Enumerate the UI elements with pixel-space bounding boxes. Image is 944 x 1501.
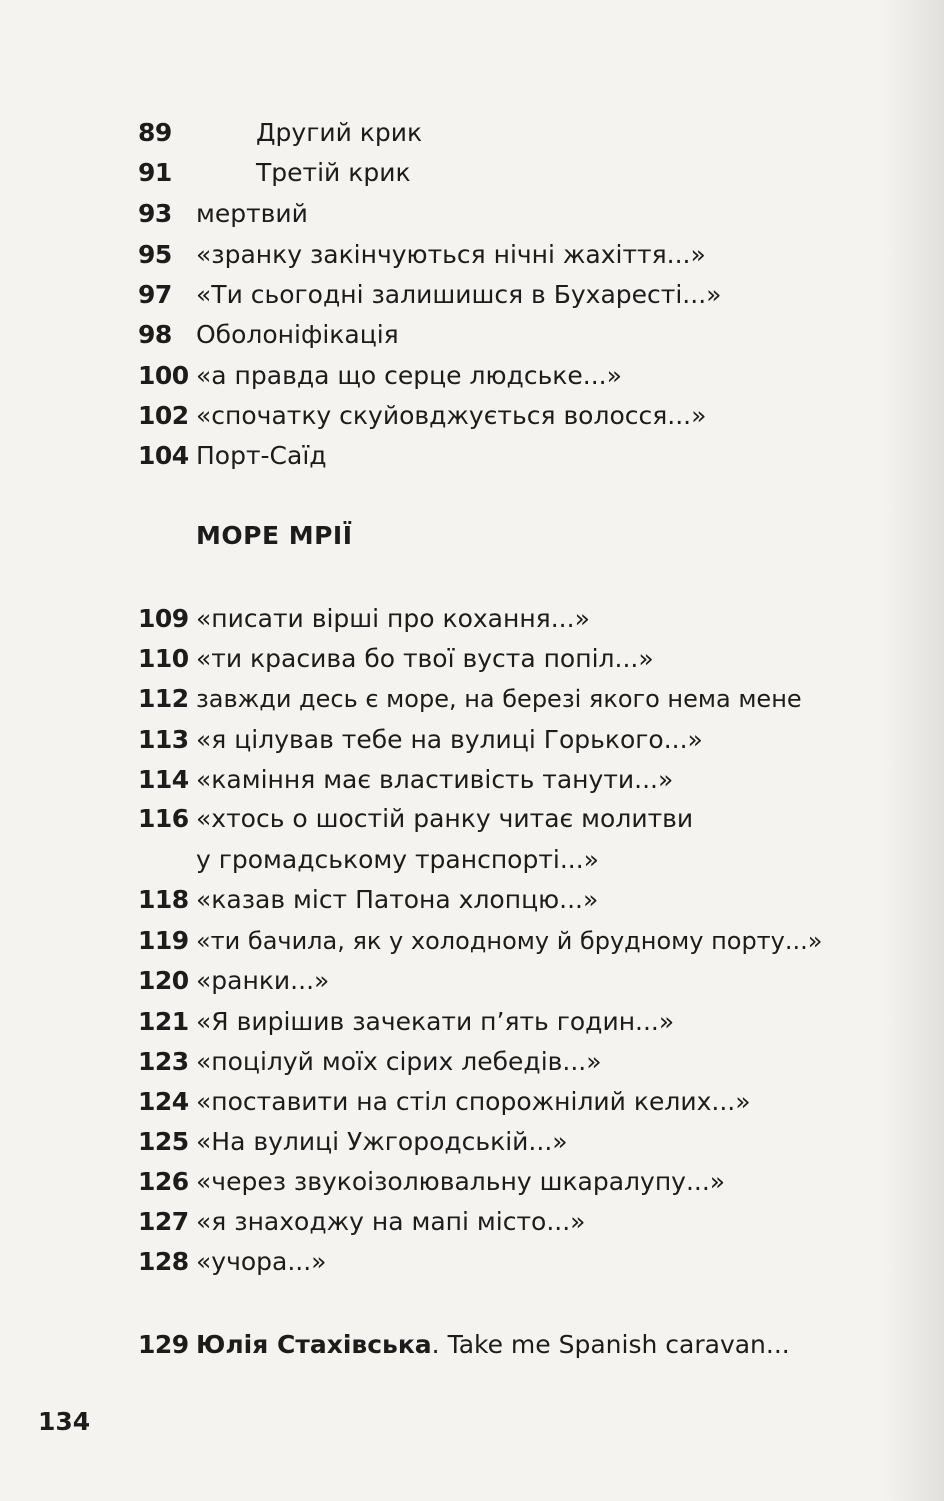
toc-entry	[138, 396, 706, 436]
toc-entry	[138, 921, 822, 961]
toc-page-number: 121	[138, 1007, 189, 1036]
toc-page-number: 95	[138, 240, 172, 269]
toc-title: «писати вірші про кохання...»	[196, 604, 590, 633]
toc-page-number: 100	[138, 361, 189, 390]
toc-title: «я знаходжу на мапі місто...»	[196, 1207, 586, 1236]
toc-entry	[138, 436, 327, 476]
toc-title: мертвий	[196, 199, 308, 228]
toc-entry	[138, 1162, 725, 1202]
toc-page-number: 125	[138, 1127, 189, 1156]
toc-entry	[138, 1202, 585, 1242]
toc-page-number: 113	[138, 725, 189, 754]
toc-page-number: 98	[138, 320, 172, 349]
toc-page-number: 123	[138, 1047, 189, 1076]
toc-title: «через звукоізолювальну шкаралупу...»	[196, 1167, 726, 1196]
toc-entry	[138, 760, 673, 800]
toc-entry	[138, 235, 706, 275]
toc-title: «Я вирішив зачекати п’ять годин...»	[196, 1007, 675, 1036]
toc-title: Оболоніфікація	[196, 320, 399, 349]
toc-page-number: 127	[138, 1207, 189, 1236]
toc-entry	[138, 1082, 751, 1122]
toc-page-number: 116	[138, 804, 189, 833]
toc-title: «спочатку скуйовджується волосся...»	[196, 401, 707, 430]
page-number: 134	[38, 1407, 91, 1436]
toc-entry	[138, 799, 693, 839]
toc-title: . Take me Spanish caravan...	[431, 1330, 790, 1359]
toc-entry	[138, 1122, 568, 1162]
toc-page-number: 102	[138, 401, 189, 430]
toc-entry	[138, 113, 422, 153]
toc-title: «Ти сьогодні залишишся в Бухаресті...»	[196, 280, 722, 309]
toc-entry	[138, 880, 598, 920]
toc-page-number: 118	[138, 885, 189, 914]
toc-page-number: 114	[138, 765, 189, 794]
toc-title: Третій крик	[256, 158, 411, 187]
toc-page-number: 89	[138, 118, 172, 147]
toc-title: «хтось о шостій ранку читає молитви	[196, 804, 694, 833]
toc-entry	[138, 153, 411, 193]
toc-entry-final	[138, 1325, 790, 1365]
toc-page-number: 112	[138, 684, 189, 713]
section-heading: МОРЕ МРІЇ	[196, 521, 353, 550]
toc-title: «поцілуй моїх сірих лебедів...»	[196, 1047, 602, 1076]
toc-entry	[138, 275, 721, 315]
toc-title: «ти бачила, як у холодному й брудному порту...»	[196, 927, 823, 955]
toc-entry	[138, 720, 703, 760]
toc-page-number: 128	[138, 1247, 189, 1276]
toc-entry	[138, 679, 802, 719]
toc-title: «каміння має властивість танути...»	[196, 765, 674, 794]
toc-title: «ранки...»	[196, 966, 330, 995]
toc-entry	[138, 599, 590, 639]
toc-page-number: 109	[138, 604, 189, 633]
toc-entry	[138, 1042, 602, 1082]
toc-entry	[138, 194, 308, 234]
toc-title: «я цілував тебе на вулиці Горького...»	[196, 725, 703, 754]
toc-title: завжди десь є море, на березі якого нема мене	[196, 685, 802, 713]
toc-title: «На вулиці Ужгородській...»	[196, 1127, 568, 1156]
toc-page-number: 97	[138, 280, 172, 309]
toc-title: «учора...»	[196, 1247, 327, 1276]
toc-entry	[138, 356, 622, 396]
toc-page-number: 93	[138, 199, 172, 228]
toc-title-continuation: у громадському транспорті...»	[196, 845, 599, 874]
toc-title: «поставити на стіл спорожнілий келих...»	[196, 1087, 751, 1116]
toc-page-number: 91	[138, 158, 172, 187]
page-edge-shadow	[884, 0, 944, 1501]
toc-page-number: 120	[138, 966, 189, 995]
toc-entry	[138, 1242, 326, 1282]
toc-title: Порт-Саїд	[196, 441, 327, 470]
toc-title: «ти красива бо твої вуста попіл...»	[196, 644, 654, 673]
toc-page-number: 129	[138, 1330, 189, 1359]
toc-page-number: 110	[138, 644, 189, 673]
toc-entry	[138, 315, 399, 355]
toc-title: «зранку закінчуються нічні жахіття...»	[196, 240, 706, 269]
toc-entry	[138, 1002, 674, 1042]
toc-entry	[138, 961, 329, 1001]
toc-page-number: 119	[138, 926, 189, 955]
toc-author: Юлія Стахівська	[196, 1330, 432, 1359]
toc-page-number: 104	[138, 441, 189, 470]
toc-title: Другий крик	[256, 118, 423, 147]
toc-page-number: 126	[138, 1167, 189, 1196]
toc-page-number: 124	[138, 1087, 189, 1116]
toc-title: «казав міст Патона хлопцю...»	[196, 885, 599, 914]
toc-title: «а правда що серце людське...»	[196, 361, 622, 390]
toc-entry	[138, 639, 654, 679]
